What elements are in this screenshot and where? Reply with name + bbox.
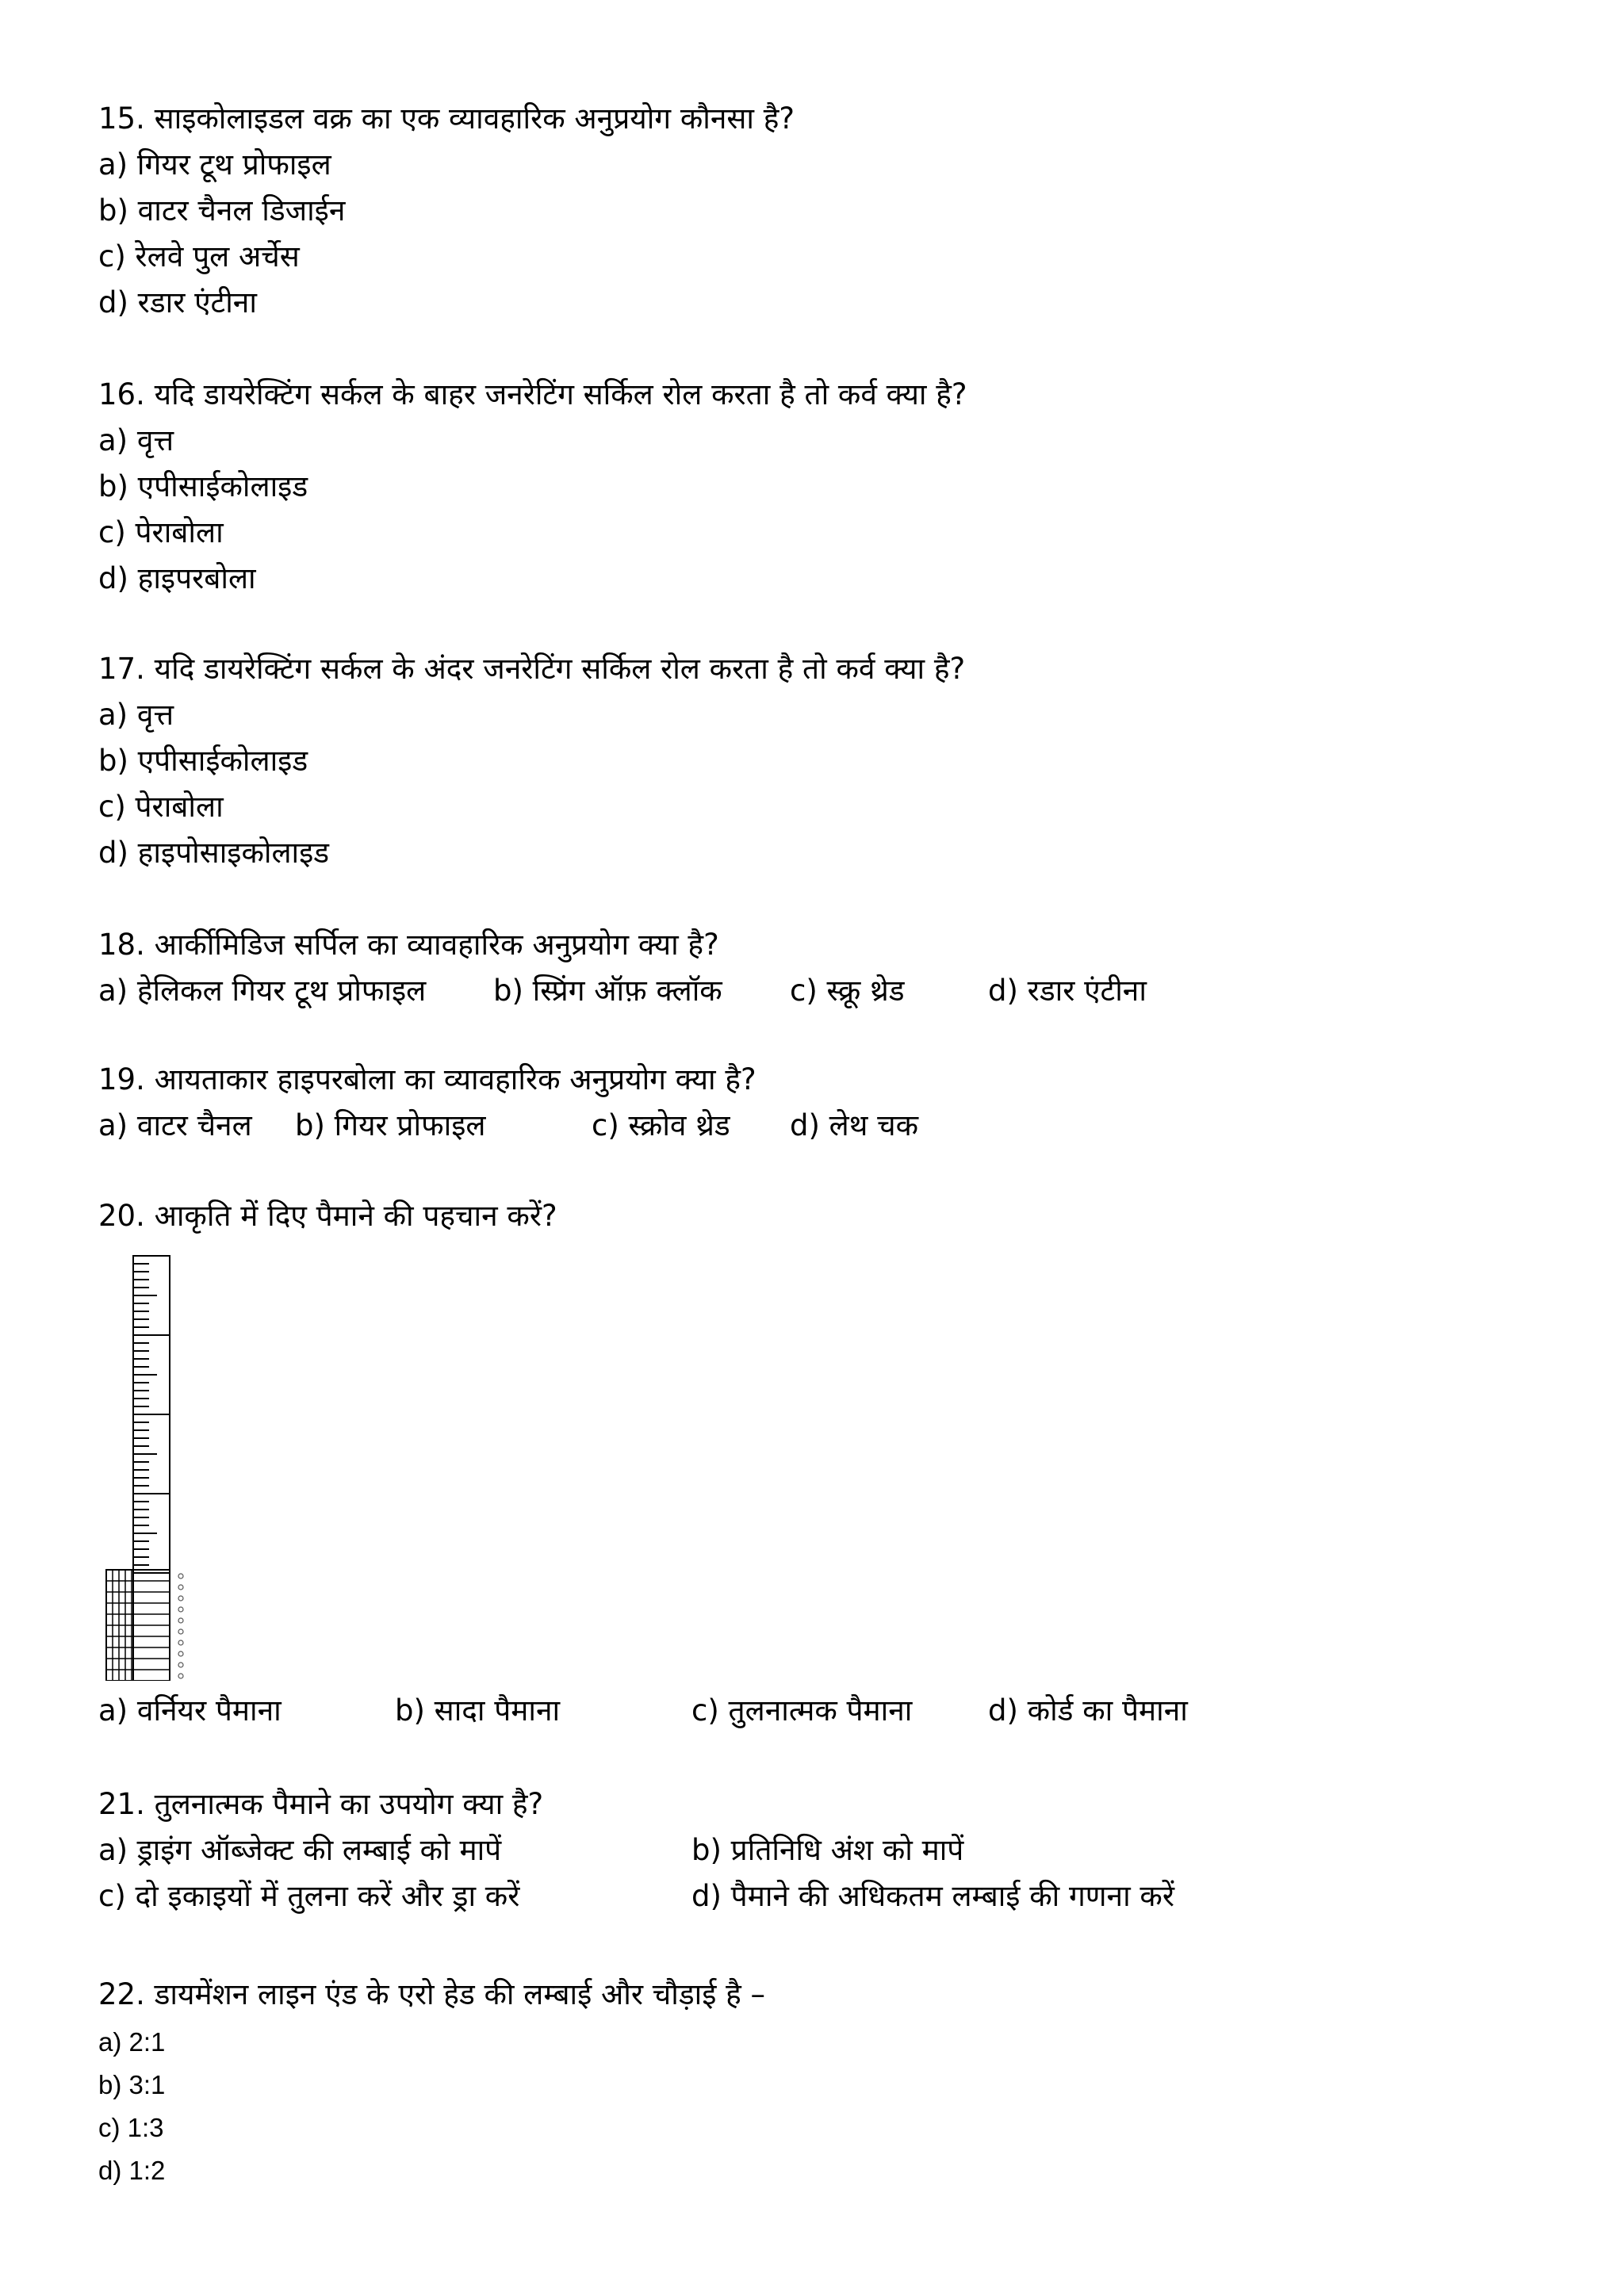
scale-mark (178, 1596, 183, 1601)
q19-option-b: b) गियर प्रोफाइल (295, 1108, 486, 1142)
q16-option-b: b) एपीसाईकोलाइड (98, 469, 308, 503)
question-20: 20. आकृति में दिए पैमाने की पहचान करें? (98, 1199, 557, 1233)
q16-option-a: a) वृत्त (98, 423, 174, 457)
q20-option-c: c) तुलनात्मक पैमाना (691, 1693, 913, 1728)
q16-option-d: d) हाइपरबोला (98, 561, 256, 595)
q19-option-d: d) लेथ चक (790, 1108, 919, 1142)
q21-option-b: b) प्रतिनिधि अंश को मापें (691, 1833, 964, 1867)
question-16: 16. यदि डायरेक्टिंग सर्कल के बाहर जनरेटिंग सर्किल रोल करता है तो कर्व क्या है? (98, 377, 967, 411)
q22-option-a: a) 2:1 (98, 2027, 166, 2057)
q20-option-d: d) कोर्ड का पैमाना (988, 1693, 1188, 1728)
q16-option-c: c) पेराबोला (98, 515, 224, 549)
q17-option-d: d) हाइपोसाइकोलाइड (98, 836, 330, 870)
question-18: 18. आर्कीमिडिज सर्पिल का व्यावहारिक अनुप्रयोग क्या है? (98, 928, 719, 962)
q20-option-b: b) सादा पैमाना (395, 1693, 561, 1728)
q17-option-a: a) वृत्त (98, 698, 174, 732)
scale-mark (178, 1574, 183, 1578)
q17-option-b: b) एपीसाईकोलाइड (98, 744, 308, 778)
scale-mark (178, 1585, 183, 1590)
q18-option-d: d) रडार एंटीना (988, 974, 1147, 1008)
q17-option-c: c) पेराबोला (98, 790, 224, 824)
q15-option-a: a) गियर टूथ प्रोफाइल (98, 147, 331, 182)
scale-mark (178, 1618, 183, 1623)
q19-option-c: c) स्क्रोव थ्रेड (592, 1108, 730, 1142)
q15-option-c: c) रेलवे पुल अर्चेस (98, 239, 300, 274)
q18-option-b: b) स्प्रिंग ऑफ़ क्लॉक (493, 974, 722, 1008)
question-21: 21. तुलनात्मक पैमाने का उपयोग क्या है? (98, 1787, 544, 1821)
scale-mark (178, 1640, 183, 1645)
question-22: 22. डायमेंशन लाइन एंड के एरो हेड की लम्बाई और चौड़ाई है – (98, 1977, 766, 2011)
q15-option-d: d) रडार एंटीना (98, 285, 257, 320)
question-17: 17. यदि डायरेक्टिंग सर्कल के अंदर जनरेटिंग सर्किल रोल करता है तो कर्व क्या है? (98, 652, 966, 686)
q21-option-a: a) ड्राइंग ऑब्जेक्ट की लम्बाई को मापें (98, 1833, 502, 1867)
q18-option-c: c) स्क्रू थ्रेड (790, 974, 905, 1008)
q22-option-c: c) 1:3 (98, 2113, 164, 2142)
scale-mark (178, 1663, 183, 1667)
scale-mark (178, 1651, 183, 1656)
q19-option-a: a) वाटर चैनल (98, 1108, 252, 1142)
question-19: 19. आयताकार हाइपरबोला का व्यावहारिक अनुप्रयोग क्या है? (98, 1062, 756, 1096)
q22-option-d: d) 1:2 (98, 2156, 166, 2185)
q21-option-d: d) पैमाने की अधिकतम लम्बाई की गणना करें (691, 1879, 1174, 1913)
q18-option-a: a) हेलिकल गियर टूथ प्रोफाइल (98, 974, 427, 1008)
scale-mark (178, 1629, 183, 1634)
q20-option-a: a) वर्नियर पैमाना (98, 1693, 282, 1728)
question-15: 15. साइकोलाइडल वक्र का एक व्यावहारिक अनुप्रयोग कौनसा है? (98, 101, 795, 136)
scale-mark (178, 1674, 183, 1678)
q21-option-c: c) दो इकाइयों में तुलना करें और ड्रा करें (98, 1879, 520, 1913)
scale-mark (178, 1607, 183, 1612)
q15-option-b: b) वाटर चैनल डिजाईन (98, 193, 346, 228)
diagonal-scale-figure-icon (94, 1237, 197, 1681)
q22-option-b: b) 3:1 (98, 2070, 166, 2099)
